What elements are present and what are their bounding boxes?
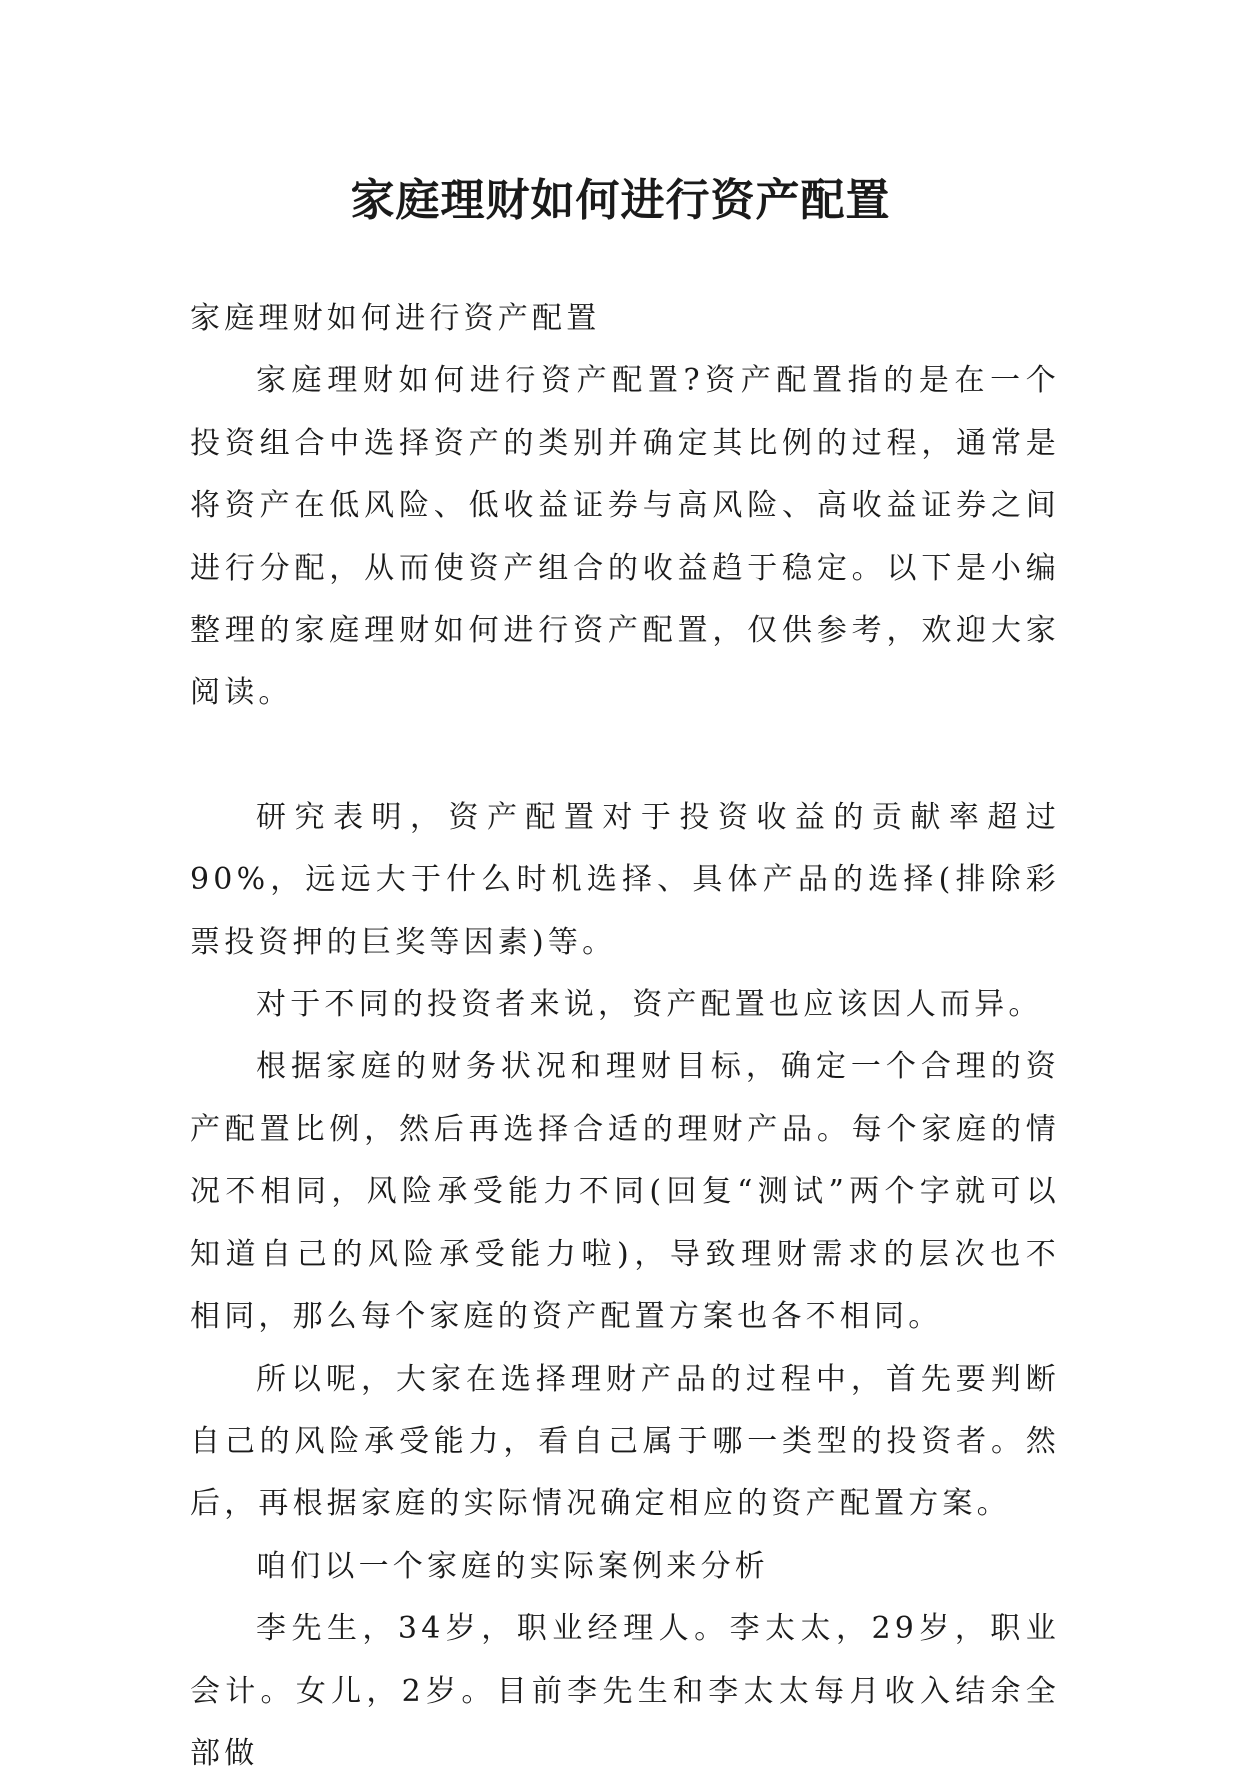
paragraph-case-intro: 咱们以一个家庭的实际案例来分析: [256, 1548, 769, 1584]
paragraph-family-finance: 根据家庭的财务状况和理财目标，确定一个合理的资产配置比例，然后再选择合适的理财产品。每个家庭的情况不相同，风险承受能力不同(回复“测试”两个字就可以知道自己的风险承受能力啦)，导致理财需求的层次也不相同，那么每个家庭的资产配置方案也各不相同。: [190, 1049, 1060, 1335]
paragraph-case-detail: 李先生，34岁，职业经理人。李太太，29岁，职业会计。女儿，2岁。目前李先生和李太太每月收入结余全部做: [190, 1611, 1060, 1771]
paragraph-intro: 家庭理财如何进行资产配置?资产配置指的是在一个投资组合中选择资产的类别并确定其比例的过程，通常是将资产在低风险、低收益证券与高风险、高收益证券之间进行分配，从而使资产组合的收益趋于稳定。以下是小编整理的家庭理财如何进行资产配置，仅供参考，欢迎大家阅读。: [190, 363, 1060, 711]
paragraph-risk-assessment: 所以呢，大家在选择理财产品的过程中，首先要判断自己的风险承受能力，看自己属于哪一类型的投资者。然后，再根据家庭的实际情况确定相应的资产配置方案。: [190, 1361, 1060, 1522]
paragraph-spacer: [190, 725, 1060, 787]
document-subtitle: 家庭理财如何进行资产配置: [190, 301, 601, 336]
document-title: 家庭理财如何进行资产配置: [350, 175, 891, 227]
document-body: [190, 288, 1060, 1785]
paragraph-investors: 对于不同的投资者来说，资产配置也应该因人而异。: [256, 987, 1043, 1023]
paragraph-research: 研究表明，资产配置对于投资收益的贡献率超过90%，远远大于什么时机选择、具体产品的选择(排除彩票投资押的巨奖等因素)等。: [190, 799, 1060, 960]
